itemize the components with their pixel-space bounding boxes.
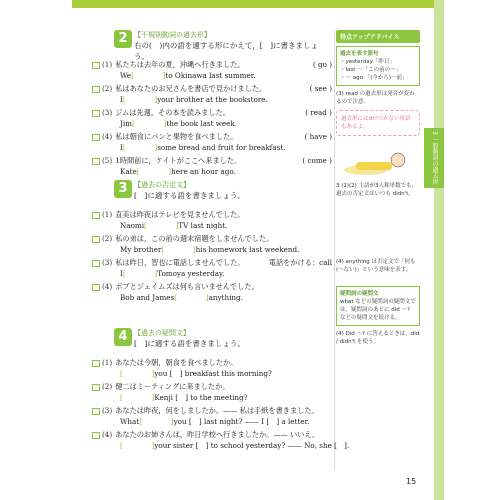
answer-blank[interactable]: [ ] (122, 269, 158, 278)
english-prefix: Naomi (120, 221, 145, 230)
question-japanese-line (92, 108, 332, 119)
question-english-line (92, 95, 332, 106)
english-prefix: I (120, 95, 123, 104)
question (92, 60, 332, 82)
english-suffix: some bread and fruit for breakfast. (157, 143, 286, 152)
question-english-line (92, 369, 332, 380)
english-suffix: Kenji [ ] to the meeting? (154, 393, 248, 402)
answer-blank[interactable]: [ ] (161, 245, 196, 254)
question (92, 406, 332, 428)
answer-blank[interactable]: [ ] (174, 293, 209, 302)
question-number: (4) (102, 132, 113, 141)
question-number: (5) (102, 156, 113, 165)
english-prefix: Kate (120, 167, 137, 176)
section-title: 【過去の疑問文】 (134, 329, 190, 337)
advice-box-title: 疑問詞の疑問文 (340, 291, 379, 297)
question-hint: ( go ) (312, 60, 332, 69)
question-japanese-line (92, 406, 332, 417)
reading-character-icon (336, 144, 420, 178)
question-japanese: あなたは昨夜，何をしましたか。—— 私は手紙を書きました。 (115, 406, 319, 415)
question (92, 84, 332, 106)
question-japanese: 健二はミーティングに来ましたか。 (115, 382, 230, 391)
question-japanese-line (92, 358, 332, 369)
question-number: (3) (102, 406, 113, 415)
advice-box-2 (336, 286, 420, 326)
question-japanese-line (92, 258, 332, 269)
question-hint: ( come ) (302, 156, 332, 165)
advice-box-title: 過去を表す語句 (340, 51, 379, 57)
english-prefix: We (120, 71, 132, 80)
checkbox-icon[interactable] (92, 260, 100, 267)
advice-note: (4) anything は否定文で「何も(〜ない)」という意味を表す。 (336, 259, 416, 273)
question-number: (1) (102, 210, 113, 219)
question (92, 210, 332, 232)
english-suffix: your sister [ ] to school yesterday? —— No, she [ ]. (154, 441, 350, 450)
question-hint: ( have ) (304, 132, 332, 141)
english-suffix: his homework last weekend. (195, 245, 300, 254)
advice-note: 3 (1)(2) 主語が3人称単数でも，過去の否定文はいつも didn't。 (336, 183, 418, 197)
section-number: 4 (114, 328, 132, 346)
checkbox-icon[interactable] (92, 236, 100, 243)
question-japanese: 私は朝食にパンと果物を食べました。 (115, 132, 238, 141)
question-english-line (92, 441, 350, 452)
question (92, 282, 332, 304)
answer-blank[interactable]: [ ] (122, 143, 158, 152)
question-english-line (92, 71, 332, 82)
section-number: 3 (114, 180, 132, 198)
section-instruction: 右の( )内の語を適する形にかえて，[ ]に書きましょう。 (134, 41, 319, 61)
checkbox-icon[interactable] (92, 62, 100, 69)
english-suffix: you [ ] breakfast this morning? (154, 369, 272, 378)
english-suffix: to Okinawa last summer. (165, 71, 256, 80)
question-japanese: 私たちは去年の夏，沖縄へ行きました。 (115, 60, 245, 69)
checkbox-icon[interactable] (92, 284, 100, 291)
speech-bubble: 過去形にはdがつかない単語もあるよ。 (336, 110, 420, 136)
answer-blank[interactable]: [ ] (139, 417, 174, 426)
english-suffix: TV last night. (178, 221, 228, 230)
question-english-line (92, 245, 332, 256)
page-number: 15 (406, 477, 417, 486)
advice-box (336, 46, 420, 86)
right-edge-bar (434, 0, 444, 500)
answer-blank[interactable]: [ ] (120, 441, 155, 450)
english-suffix: here an hour ago. (171, 167, 236, 176)
answer-blank[interactable]: [ ] (120, 369, 155, 378)
question-hint: 電話をかける：call (268, 258, 332, 267)
question-japanese: 直美は昨夜はテレビを見ませんでした。 (115, 210, 245, 219)
english-suffix: Tomoya yesterday. (157, 269, 225, 278)
question-japanese-line (92, 132, 332, 143)
advice-item: ・yesterday「昨日」 (340, 59, 395, 65)
question (92, 258, 332, 280)
question-number: (4) (102, 430, 113, 439)
question (92, 108, 332, 130)
question-number: (1) (102, 60, 113, 69)
english-suffix: the book last week. (166, 119, 238, 128)
answer-blank[interactable]: [ ] (131, 71, 166, 80)
answer-blank[interactable]: [ ] (120, 393, 155, 402)
question-number: (2) (102, 382, 113, 391)
question-english-line (92, 293, 332, 304)
question-japanese: 私の弟は，この前の週末宿題をしませんでした。 (115, 234, 274, 243)
checkbox-icon[interactable] (92, 360, 100, 367)
advice-note: (3) read の過去形は発音が変わるので注意。 (336, 91, 415, 105)
advice-item: what などの疑問詞の疑問文では，疑問詞のあとに did ～? などの疑問文を続ける。 (340, 299, 416, 321)
english-prefix: I (120, 269, 123, 278)
question (92, 358, 332, 380)
answer-blank[interactable]: [ ] (136, 167, 172, 176)
checkbox-icon[interactable] (92, 432, 100, 439)
question-japanese: あなたは今朝，朝食を食べましたか。 (115, 358, 238, 367)
checkbox-icon[interactable] (92, 86, 100, 93)
question-japanese-line (92, 60, 332, 71)
question-number: (1) (102, 358, 113, 367)
question (92, 132, 332, 154)
question-japanese-line (92, 282, 332, 293)
question-japanese: ジムは先週，その本を読みました。 (115, 108, 230, 117)
question-japanese: あなたのお姉さんは，昨日学校へ行きましたか。—— いいえ。 (115, 430, 320, 439)
character-illustration (336, 144, 420, 178)
question-english-line (92, 119, 332, 130)
section-title: 【不規則動詞の過去形】 (134, 31, 211, 39)
question-japanese-line (92, 430, 332, 441)
checkbox-icon[interactable] (92, 134, 100, 141)
advice-item: ・～ ago 「(今から)～前」 (340, 75, 408, 81)
checkbox-icon[interactable] (92, 158, 100, 165)
column-divider (334, 30, 335, 470)
question-japanese-line (92, 210, 332, 221)
advice-item: ・last ～「この前の～」 (340, 67, 402, 73)
question-japanese-line (92, 234, 332, 245)
english-suffix: your brother at the bookstore. (157, 95, 268, 104)
question-english-line (92, 269, 332, 280)
question (92, 234, 332, 256)
question-number: (2) (102, 234, 113, 243)
section-instruction: [ ]に適する語を書きましょう。 (134, 339, 245, 348)
checkbox-icon[interactable] (92, 110, 100, 117)
question-japanese: 私はあなたのお兄さんを書店で見かけました。 (115, 84, 267, 93)
advice-note: (4) Did ～? に答えるときは，did / didn't を使う。 (336, 331, 420, 345)
question-number: (3) (102, 258, 113, 267)
english-prefix: My brother (120, 245, 162, 254)
question-japanese: 1時間前に，ケイトがここへ来ました。 (115, 156, 242, 165)
question (92, 430, 350, 452)
question-number: (2) (102, 84, 113, 93)
top-accent-bar (72, 0, 434, 8)
question-english-line (92, 167, 332, 178)
question-english-line (92, 143, 332, 154)
question (92, 382, 332, 404)
section-title: 【過去の否定文】 (134, 181, 190, 189)
checkbox-icon[interactable] (92, 408, 100, 415)
advice-header: 得点アップアドバイス (336, 30, 420, 43)
question-english-line (92, 393, 332, 404)
checkbox-icon[interactable] (92, 384, 100, 391)
question-japanese: 私は昨日，智也に電話しませんでした。 (115, 258, 245, 267)
chapter-side-tab: 3 一般動詞の過去形 (424, 128, 444, 188)
question-japanese-line (92, 382, 332, 393)
question-japanese-line (92, 156, 332, 167)
question-number: (3) (102, 108, 113, 117)
english-prefix: Bob and James (120, 293, 175, 302)
question-english-line (92, 417, 332, 428)
question-number: (4) (102, 282, 113, 291)
checkbox-icon[interactable] (92, 212, 100, 219)
english-prefix: What (120, 417, 140, 426)
english-suffix: you [ ] last night? —— I [ ] a letter. (173, 417, 310, 426)
question-hint: ( read ) (305, 108, 332, 117)
section-instruction: [ ]に適する語を書きましょう。 (134, 191, 245, 200)
answer-blank[interactable]: [ ] (132, 119, 167, 128)
question-japanese: ボブとジェイムズは何も言いませんでした。 (115, 282, 259, 291)
question (92, 156, 332, 178)
section-number: 2 (114, 30, 132, 48)
question-hint: ( see ) (309, 84, 332, 93)
english-suffix: anything. (208, 293, 243, 302)
advice-sidebar (336, 30, 420, 346)
english-prefix: Jim (120, 119, 132, 128)
english-prefix: I (120, 143, 123, 152)
answer-blank[interactable]: [ ] (144, 221, 179, 230)
question-japanese-line (92, 84, 332, 95)
answer-blank[interactable]: [ ] (122, 95, 158, 104)
question-english-line (92, 221, 332, 232)
